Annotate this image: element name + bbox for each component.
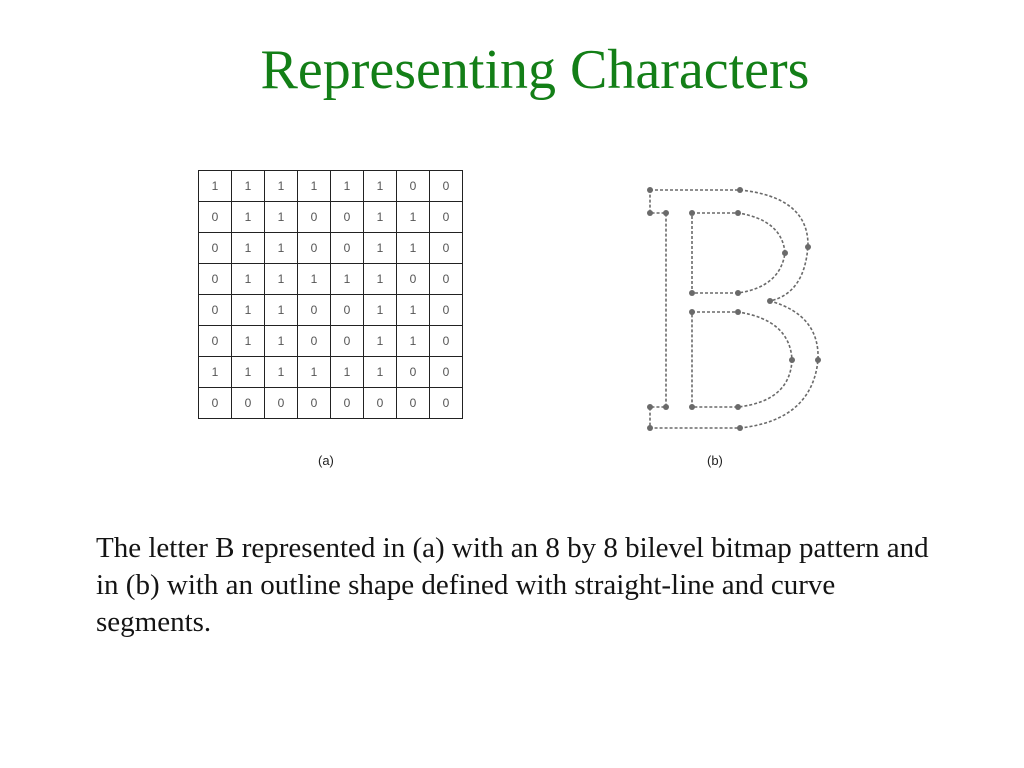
bitmap-cell: 1 xyxy=(232,326,265,357)
bitmap-cell: 0 xyxy=(199,388,232,419)
bitmap-cell: 1 xyxy=(364,326,397,357)
bitmap-cell: 1 xyxy=(232,264,265,295)
bitmap-row xyxy=(199,357,463,388)
bitmap-cell: 1 xyxy=(232,295,265,326)
bitmap-row xyxy=(199,295,463,326)
bitmap-cell: 0 xyxy=(430,202,463,233)
bitmap-cell: 1 xyxy=(364,202,397,233)
bitmap-cell: 1 xyxy=(265,295,298,326)
bitmap-cell: 1 xyxy=(397,326,430,357)
bitmap-cell: 1 xyxy=(397,233,430,264)
bitmap-cell: 1 xyxy=(199,357,232,388)
bitmap-cell: 0 xyxy=(199,295,232,326)
bitmap-cell: 0 xyxy=(364,388,397,419)
bitmap-cell: 1 xyxy=(331,264,364,295)
bitmap-cell: 0 xyxy=(298,233,331,264)
bitmap-grid xyxy=(198,170,463,419)
bitmap-cell: 1 xyxy=(265,233,298,264)
bitmap-cell: 0 xyxy=(298,326,331,357)
bitmap-row xyxy=(199,264,463,295)
bitmap-cell: 0 xyxy=(199,326,232,357)
bitmap-cell: 0 xyxy=(298,295,331,326)
bitmap-cell: 0 xyxy=(331,388,364,419)
bitmap-row xyxy=(199,171,463,202)
outer-contour xyxy=(650,190,818,428)
bitmap-cell: 0 xyxy=(430,264,463,295)
caption-line-2: in (b) with an outline shape defined with straight-line and curve xyxy=(96,569,836,601)
bitmap-cell: 0 xyxy=(199,264,232,295)
bitmap-cell: 1 xyxy=(199,171,232,202)
bitmap-cell: 1 xyxy=(397,202,430,233)
bitmap-cell: 1 xyxy=(364,233,397,264)
figure-label-a: (a) xyxy=(318,453,334,468)
bitmap-cell: 0 xyxy=(232,388,265,419)
bitmap-cell: 0 xyxy=(397,357,430,388)
caption-line-3: segments. xyxy=(96,606,212,638)
bitmap-cell: 1 xyxy=(298,357,331,388)
bitmap-cell: 0 xyxy=(430,326,463,357)
bitmap-cell: 0 xyxy=(430,233,463,264)
bitmap-row xyxy=(199,326,463,357)
bitmap-row xyxy=(199,202,463,233)
letter-b-outline xyxy=(630,175,830,435)
bitmap-cell: 1 xyxy=(265,171,298,202)
bitmap-cell: 0 xyxy=(397,171,430,202)
bitmap-cell: 0 xyxy=(331,233,364,264)
bitmap-cell: 1 xyxy=(364,295,397,326)
bitmap-cell: 0 xyxy=(397,264,430,295)
slide-title: Representing Characters xyxy=(260,39,810,101)
bitmap-cell: 1 xyxy=(232,233,265,264)
bitmap-cell: 0 xyxy=(430,295,463,326)
bitmap-cell: 1 xyxy=(265,326,298,357)
bitmap-cell: 1 xyxy=(298,264,331,295)
figure-label-b: (b) xyxy=(707,453,723,468)
bitmap-cell: 1 xyxy=(298,171,331,202)
upper-counter xyxy=(692,213,785,293)
bitmap-cell: 1 xyxy=(232,202,265,233)
bitmap-cell: 1 xyxy=(232,357,265,388)
bitmap-cell: 0 xyxy=(331,295,364,326)
bitmap-cell: 1 xyxy=(265,202,298,233)
bitmap-cell: 0 xyxy=(199,233,232,264)
bitmap-cell: 1 xyxy=(364,171,397,202)
bitmap-cell: 1 xyxy=(331,171,364,202)
bitmap-row xyxy=(199,233,463,264)
bitmap-cell: 0 xyxy=(331,326,364,357)
bitmap-cell: 1 xyxy=(364,264,397,295)
bitmap-cell: 0 xyxy=(199,202,232,233)
bitmap-cell: 1 xyxy=(265,357,298,388)
bitmap-cell: 0 xyxy=(265,388,298,419)
bitmap-cell: 0 xyxy=(298,388,331,419)
bitmap-cell: 1 xyxy=(397,295,430,326)
caption-line-1: The letter B represented in (a) with an 8 by 8 bilevel bitmap pattern and xyxy=(96,532,929,564)
bitmap-cell: 0 xyxy=(331,202,364,233)
bitmap-cell: 0 xyxy=(430,388,463,419)
bitmap-row xyxy=(199,388,463,419)
bitmap-cell: 0 xyxy=(430,357,463,388)
lower-counter xyxy=(692,312,792,407)
bitmap-cell: 0 xyxy=(430,171,463,202)
bitmap-cell: 1 xyxy=(364,357,397,388)
bitmap-cell: 1 xyxy=(331,357,364,388)
bitmap-cell: 1 xyxy=(232,171,265,202)
bitmap-cell: 0 xyxy=(397,388,430,419)
bitmap-cell: 0 xyxy=(298,202,331,233)
bitmap-cell: 1 xyxy=(265,264,298,295)
figure-caption xyxy=(96,530,996,641)
